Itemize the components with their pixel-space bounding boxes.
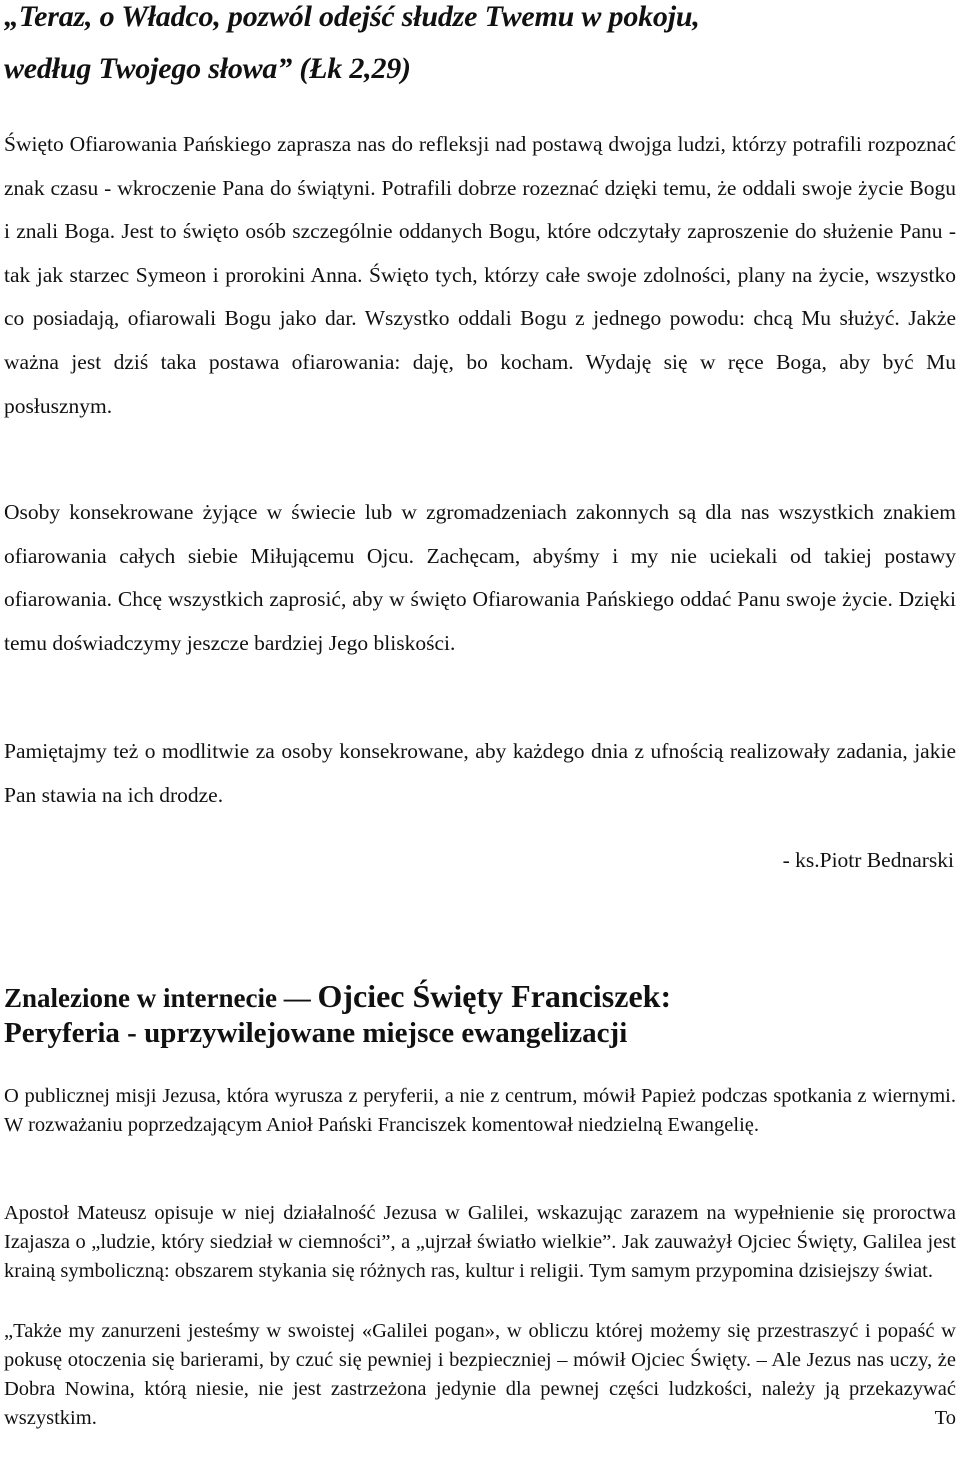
article-paragraph-1: Święto Ofiarowania Pańskiego zaprasza nas do refleksji nad postawą dwojga ludzi, którzy potrafili rozpoznać znak czasu - wkroczenie Pana do świątyni. Potrafili dobrze rozeznać dzięki temu, że oddali swoje życie Bogu i znali Boga. Jest to święto osób szczególnie oddanych Bogu, które odczytały zaproszenie do służenie Panu - tak jak starzec Symeon i prorokini Anna. Święto tych, którzy całe swoje zdolności, plany na życie, wszystko co posiadają, ofiarowali Bogu jako dar. Wszystko oddali Bogu z jednego powodu: chcą Mu służyć. Jakże ważna jest dziś taka postawa ofiarowania: daję, bo kocham. Wydaję się w ręce Boga, aby być Mu posłusznym. — [4, 132, 956, 418]
section-title-main: Ojciec Święty Franciszek: — [317, 978, 672, 1014]
article-paragraph-3: Pamiętajmy też o modlitwie za osoby konsekrowane, aby każdego dnia z ufnością realizowały zadania, jakie Pan stawia na ich drodze. — [4, 739, 956, 807]
article-heading-line1: „Teraz, o Władco, pozwól odejść słudze Twemu w pokoju, — [4, 0, 700, 33]
section-title-line2: Peryferia - uprzywilejowane miejsce ewangelizacji — [4, 1017, 628, 1049]
article-heading-line2: według Twojego słowa” (Łk 2,29) — [4, 52, 411, 85]
section-paragraph-2: Apostoł Mateusz opisuje w niej działalność Jezusa w Galilei, wskazując zarazem na wypełnienie się proroctwa Izajasza o „ludzie, który siedział w ciemności”, a „ujrzał światło wielkie”. Jak zauważył Ojciec Święty, Galilea jest krainą symboliczną: obszarem stykania się różnych ras, kultur i religii. Tym samym przypomina dzisiejszy świat. — [4, 1202, 956, 1282]
article-paragraph-2: Osoby konsekrowane żyjące w świecie lub w zgromadzeniach zakonnych są dla nas wszystkich znakiem ofiarowania całych siebie Miłującemu Ojcu. Zachęcam, abyśmy i my nie uciekali od takiej postawy ofiarowania. Chcę wszystkich zaprosić, aby w święto Ofiarowania Pańskiego oddać Panu swoje życie. Dzięki temu doświadczymy jeszcze bardziej Jego bliskości. — [4, 500, 956, 655]
section-paragraph-1: O publicznej misji Jezusa, która wyrusza z peryferii, a nie z centrum, mówił Papież podczas spotkania z wiernymi. W rozważaniu poprzedzającym Anioł Pański Franciszek komentował niedzielną Ewangelię. — [4, 1085, 956, 1136]
section-title-line1 — [4, 978, 956, 1015]
section-paragraph-3: „Także my zanurzeni jesteśmy w swoistej «Galilei pogan», w obliczu której możemy się przestraszyć i popaść w pokusę otoczenia się barierami, by czuć się pewniej i bezpieczniej – mówił Ojciec Święty. – Ale Jezus nas uczy, że Dobra Nowina, którą niesie, nie jest zastrzeżona jedynie dla pewnej części ludzkości, należy ją przekazywać wszystkim. To — [4, 1320, 956, 1429]
author-signature: - ks.Piotr Bednarski — [782, 848, 954, 872]
section-title-prefix: Znalezione w internecie — — [4, 983, 318, 1013]
